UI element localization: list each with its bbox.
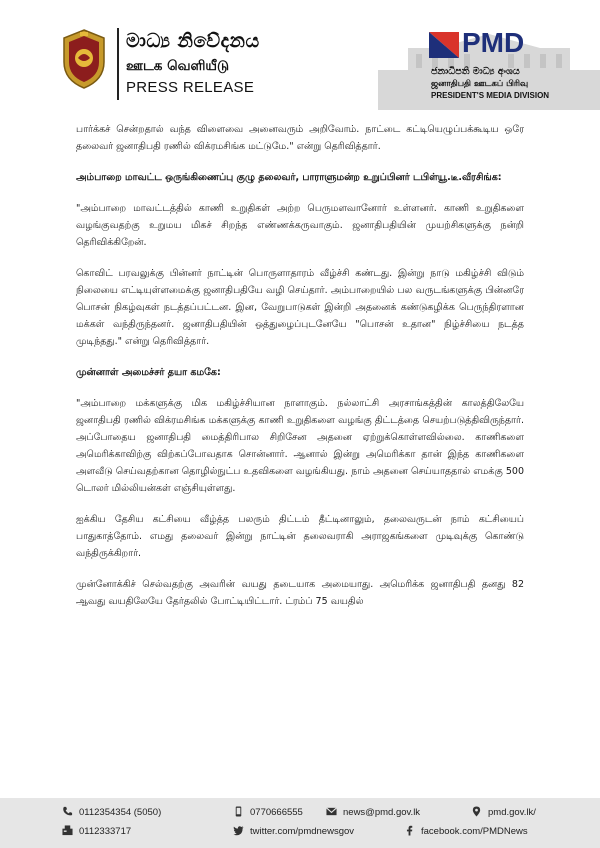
footer-email[interactable] xyxy=(326,806,420,818)
pmd-english-name: PRESIDENT'S MEDIA DIVISION xyxy=(431,91,550,100)
footer-mobile-text: 0770666555 xyxy=(250,807,303,818)
speaker-heading-gamage: முன்னாள் அமைச்சர் தயா கமகே: xyxy=(76,367,221,378)
paragraph-1: பார்க்கச் சென்றதால் வந்த விளைவை அனைவரும் அறிவோம். நாட்டை கட்டியெழுப்பக்கூடிய ஒரே தலைவர் ஜனாதிபதி ரணில் விக்ரமசிங்க மட்டுமே." என்று தெரிவித்தார். xyxy=(76,124,524,152)
sri-lanka-emblem-icon xyxy=(60,28,108,90)
header-english-title: PRESS RELEASE xyxy=(126,79,255,96)
paragraph-3: கொவிட் பரவலுக்கு பின்னர் நாட்டின் பொருளாதாரம் வீழ்ச்சி கண்டது. இன்று நாடு மகிழ்ச்சி விடும் நிலையை எட்டியுள்ளமைக்கு ஜனாதிபதியே வழி செய்தார். அம்பாறையில் பல வருடங்களுக்கு பின்னரே பொசன் நிகழ்வுகள் நடத்தப்பட்டன. இன, வேறுபாடுகள் இன்றி அதனைக் கண்டுகழிக்க பெருந்திரளான மக்கள் வந்திருந்தனர். ஜனாதிபதியின் ஒத்துழைப்புடனேயே "பொசன் உதான" நிழ்ச்சியை நடத்த முடிந்தது." என்று தெரிவித்தார். xyxy=(76,268,524,347)
paragraph-5: ஐக்கிய தேசிய கட்சியை வீழ்த்த பலரும் திட்டம் தீட்டினாலும், தலைவருடன் நாம் கட்சியைப் பாதுகாத்தோம். எமது தலைவர் இன்று நாட்டின் தலைவராகி அராஜகங்களை முடிவுக்கு கொண்டு வந்திருக்கிறார். xyxy=(76,514,524,559)
speaker-heading-weerasinghe: அம்பாறை மாவட்ட ஒருங்கிணைப்பு குழு தலைவர், பாராளுமன்ற உறுப்பினர் டபிள்யூ.டீ.வீரசிங்க: xyxy=(76,172,502,183)
pmd-tamil-name: ஜனாதிபதி ஊடகப் பிரிவு xyxy=(431,79,529,89)
paragraph-6: முன்னோக்கிச் செல்வதற்கு அவரின் வயது தடையாக அமையாது. அமெரிக்க ஜனாதிபதி தனது 82 ஆவது வயதிலேயே தேர்தலில் போட்டியிட்டார். ட்ரம்ப் 75 வயதில் xyxy=(76,579,524,607)
fax-icon xyxy=(62,825,73,836)
paragraph-2: "அம்பாறை மாவட்டத்தில் காணி உறுதிகள் அற்ற பெருமளவானோர் உள்ளனர். காணி உறுதிகளை வழங்குவதற்கு உறுமய மிகச் சிறந்த எண்ணக்கருவாகும். ஜனாதிபதியின் முயற்சிகளுக்கு நன்றி தெரிவிக்கிறேன். xyxy=(76,203,524,248)
footer-facebook[interactable] xyxy=(404,825,528,837)
pmd-wordmark: PMD xyxy=(462,27,525,58)
footer-phone-text: 0112354354 (5050) xyxy=(79,807,162,818)
header-tamil-title: ஊடக வெளியீடு xyxy=(126,58,230,74)
footer-twitter[interactable] xyxy=(233,825,354,837)
contact-footer xyxy=(0,798,600,848)
pmd-sinhala-name: ජනාධිපති මාධ්‍ය අංශය xyxy=(431,66,520,77)
footer-mobile xyxy=(233,806,303,818)
footer-facebook-text: facebook.com/PMDNews xyxy=(421,826,528,837)
pmd-logo-icon xyxy=(429,32,459,58)
footer-email-text: news@pmd.gov.lk xyxy=(343,807,421,818)
header-sinhala-title: මාධ්‍ය නිවේදනය xyxy=(126,30,260,52)
mobile-phone-icon xyxy=(233,806,244,817)
twitter-icon xyxy=(233,825,244,836)
press-release-body xyxy=(76,121,524,610)
footer-twitter-text: twitter.com/pmdnewsgov xyxy=(250,826,355,837)
facebook-icon xyxy=(404,825,415,836)
footer-phone xyxy=(62,806,161,818)
footer-website[interactable] xyxy=(471,806,536,818)
footer-fax-text: 0112333717 xyxy=(79,826,132,837)
email-icon xyxy=(326,806,337,817)
paragraph-4: "அம்பாறை மக்களுக்கு மிக மகிழ்ச்சியான நாளாகும். நல்லாட்சி அரசாங்கத்தின் காலத்திலேயே ஜனாதிபதி ரணில் விக்ரமசிங்க மக்களுக்கு காணி உறுதிகளை வழங்கு திட்டத்தை செயற்படுத்திவிருந்தார். அப்போதைய ஜனாதிபதி மைத்திரிபால சிறிசேன அதனை ஏற்றுக்கொள்ளவில்லை. காணிகளை அமெரிக்காவிற்கு விற்கப்போவதாக சொன்னார். ஆனால் இன்று அமெரிக்கா தான் இந்த காணிகளை அளவீடு செய்வதற்கான தொழில்நுட்ப உதவிகளை வழங்கியது. நாம் அதனை செய்யாததால் எமக்கு 500 டொலர் மில்லியன்கள் எஞ்சியுள்ளது. xyxy=(76,398,524,494)
location-pin-icon xyxy=(471,806,482,817)
footer-fax xyxy=(62,825,131,837)
phone-icon xyxy=(62,806,73,817)
footer-website-text: pmd.gov.lk/ xyxy=(488,807,536,818)
letterhead xyxy=(0,0,600,108)
header-divider xyxy=(117,28,119,100)
